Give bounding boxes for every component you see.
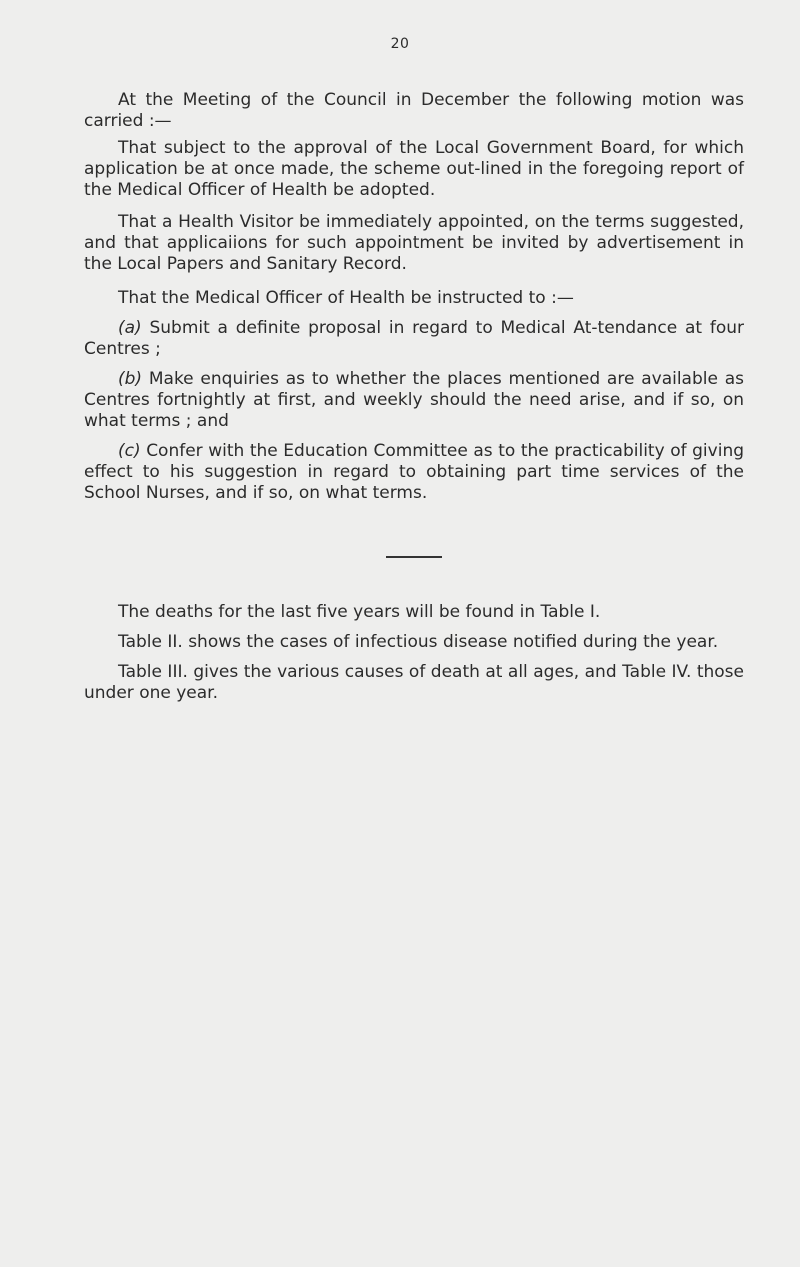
council-motion-intro: At the Meeting of the Council in December the following motion was carried :— bbox=[84, 90, 744, 131]
item-label: (c) bbox=[118, 441, 141, 461]
item-text: Submit a definite proposal in regard to Medical At-tendance at four Centres ; bbox=[84, 318, 744, 359]
document-body bbox=[84, 90, 744, 713]
table-note-2: Table II. shows the cases of infectious disease notified during the year. bbox=[118, 632, 719, 652]
page-number: 20 bbox=[390, 36, 410, 52]
instruction-item-b bbox=[84, 369, 744, 432]
section-divider bbox=[386, 556, 442, 558]
item-label: (b) bbox=[118, 369, 143, 389]
motion-health-visitor: That a Health Visitor be immediately appointed, on the terms suggested, and that applicaiions for such appointment be invited by advertisement in the Local Papers and Sanitary Record. bbox=[84, 212, 744, 274]
table-note-1: The deaths for the last five years will be found in Table I. bbox=[118, 602, 601, 622]
tables-notes bbox=[84, 602, 744, 704]
instruction-intro: That the Medical Officer of Health be instructed to :— bbox=[118, 288, 574, 308]
item-text: Confer with the Education Committee as to the practicability of giving effect to his suggestion in regard to obtaining part time services of the School Nurses, and if so, on what terms. bbox=[84, 441, 745, 503]
item-text: Make enquiries as to whether the places mentioned are available as Centres fortnightly at first, and weekly should the need arise, and if so, on what terms ; and bbox=[84, 369, 745, 431]
motion-scheme-adoption: That subject to the approval of the Local Government Board, for which application be at once made, the scheme out-lined in the foregoing report of the Medical Officer of Health be adopted. bbox=[84, 138, 744, 200]
item-label: (a) bbox=[118, 318, 142, 338]
instruction-item-c bbox=[84, 441, 744, 504]
instruction-item-a bbox=[84, 318, 744, 360]
table-note-3: Table III. gives the various causes of death at all ages, and Table IV. those under one year. bbox=[84, 662, 744, 703]
